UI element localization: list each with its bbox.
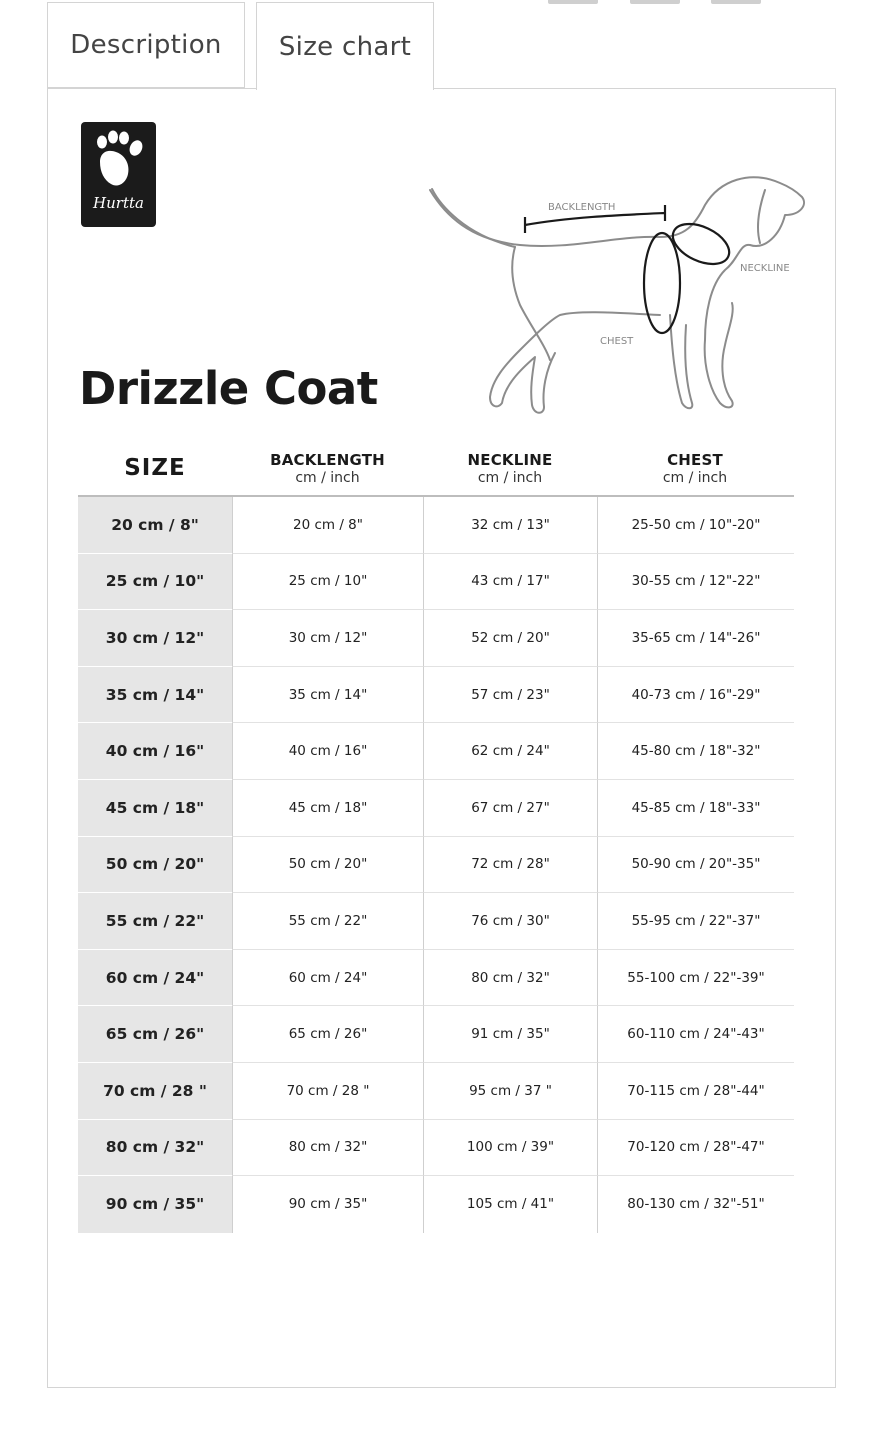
backlength-cell: 70 cm / 28 " bbox=[232, 1063, 423, 1120]
dog-measurement-diagram bbox=[420, 165, 820, 425]
neckline-cell: 76 cm / 30" bbox=[423, 893, 597, 950]
chest-cell: 45-85 cm / 18"-33" bbox=[597, 780, 794, 837]
table-row bbox=[78, 1120, 794, 1177]
share-icon bbox=[548, 0, 598, 4]
backlength-cell: 25 cm / 10" bbox=[232, 554, 423, 611]
backlength-cell: 55 cm / 22" bbox=[232, 893, 423, 950]
chest-cell: 70-120 cm / 28"-47" bbox=[597, 1120, 794, 1177]
neckline-cell: 62 cm / 24" bbox=[423, 723, 597, 780]
chest-cell: 55-95 cm / 22"-37" bbox=[597, 893, 794, 950]
hurtta-logo bbox=[81, 122, 156, 227]
header-backlength: BACKLENGTH cm / inch bbox=[270, 451, 385, 486]
neckline-cell: 57 cm / 23" bbox=[423, 667, 597, 724]
label-chest: CHEST bbox=[600, 336, 634, 347]
table-row bbox=[78, 1006, 794, 1063]
table-row bbox=[78, 780, 794, 837]
chest-cell: 25-50 cm / 10"-20" bbox=[597, 497, 794, 554]
neckline-cell: 32 cm / 13" bbox=[423, 497, 597, 554]
chest-cell: 35-65 cm / 14"-26" bbox=[597, 610, 794, 667]
table-row bbox=[78, 723, 794, 780]
table-row bbox=[78, 1063, 794, 1120]
backlength-cell: 50 cm / 20" bbox=[232, 837, 423, 894]
table-row bbox=[78, 837, 794, 894]
backlength-cell: 40 cm / 16" bbox=[232, 723, 423, 780]
backlength-cell: 90 cm / 35" bbox=[232, 1176, 423, 1233]
label-backlength: BACKLENGTH bbox=[548, 202, 616, 213]
table-row bbox=[78, 1176, 794, 1233]
size-cell: 25 cm / 10" bbox=[78, 554, 232, 611]
neckline-cell: 43 cm / 17" bbox=[423, 554, 597, 611]
chest-cell: 45-80 cm / 18"-32" bbox=[597, 723, 794, 780]
backlength-cell: 60 cm / 24" bbox=[232, 950, 423, 1007]
neckline-cell: 105 cm / 41" bbox=[423, 1176, 597, 1233]
chest-cell: 55-100 cm / 22"-39" bbox=[597, 950, 794, 1007]
size-cell: 40 cm / 16" bbox=[78, 723, 232, 780]
size-cell: 35 cm / 14" bbox=[78, 667, 232, 724]
size-cell: 45 cm / 18" bbox=[78, 780, 232, 837]
backlength-cell: 20 cm / 8" bbox=[232, 497, 423, 554]
size-cell: 20 cm / 8" bbox=[78, 497, 232, 554]
share-icon bbox=[711, 0, 761, 4]
chest-cell: 70-115 cm / 28"-44" bbox=[597, 1063, 794, 1120]
size-cell: 90 cm / 35" bbox=[78, 1176, 232, 1233]
size-cell: 30 cm / 12" bbox=[78, 610, 232, 667]
neckline-cell: 67 cm / 27" bbox=[423, 780, 597, 837]
size-cell: 55 cm / 22" bbox=[78, 893, 232, 950]
neckline-cell: 72 cm / 28" bbox=[423, 837, 597, 894]
chest-cell: 50-90 cm / 20"-35" bbox=[597, 837, 794, 894]
share-icon bbox=[630, 0, 680, 4]
neckline-cell: 100 cm / 39" bbox=[423, 1120, 597, 1177]
size-table bbox=[78, 497, 794, 1233]
table-row bbox=[78, 667, 794, 724]
size-cell: 50 cm / 20" bbox=[78, 837, 232, 894]
header-neckline: NECKLINE cm / inch bbox=[467, 451, 553, 486]
table-row bbox=[78, 554, 794, 611]
paw-icon bbox=[81, 122, 156, 202]
neckline-cell: 95 cm / 37 " bbox=[423, 1063, 597, 1120]
chest-cell: 60-110 cm / 24"-43" bbox=[597, 1006, 794, 1063]
label-neckline: NECKLINE bbox=[740, 263, 790, 274]
backlength-cell: 80 cm / 32" bbox=[232, 1120, 423, 1177]
size-cell: 65 cm / 26" bbox=[78, 1006, 232, 1063]
tab-description[interactable]: Description bbox=[47, 2, 245, 88]
chest-cell: 80-130 cm / 32"-51" bbox=[597, 1176, 794, 1233]
tab-size-chart[interactable]: Size chart bbox=[256, 2, 434, 90]
header-size: SIZE bbox=[124, 455, 186, 481]
product-title: Drizzle Coat bbox=[79, 362, 378, 415]
size-cell: 80 cm / 32" bbox=[78, 1120, 232, 1177]
size-cell: 70 cm / 28 " bbox=[78, 1063, 232, 1120]
header-chest: CHEST cm / inch bbox=[662, 451, 728, 486]
table-row bbox=[78, 950, 794, 1007]
neckline-cell: 52 cm / 20" bbox=[423, 610, 597, 667]
size-cell: 60 cm / 24" bbox=[78, 950, 232, 1007]
neckline-cell: 80 cm / 32" bbox=[423, 950, 597, 1007]
chest-cell: 40-73 cm / 16"-29" bbox=[597, 667, 794, 724]
neckline-cell: 91 cm / 35" bbox=[423, 1006, 597, 1063]
chest-cell: 30-55 cm / 12"-22" bbox=[597, 554, 794, 611]
table-row bbox=[78, 893, 794, 950]
table-row bbox=[78, 610, 794, 667]
backlength-cell: 45 cm / 18" bbox=[232, 780, 423, 837]
backlength-cell: 65 cm / 26" bbox=[232, 1006, 423, 1063]
backlength-cell: 30 cm / 12" bbox=[232, 610, 423, 667]
table-row bbox=[78, 497, 794, 554]
logo-wordmark: Hurtta bbox=[93, 194, 144, 212]
backlength-cell: 35 cm / 14" bbox=[232, 667, 423, 724]
